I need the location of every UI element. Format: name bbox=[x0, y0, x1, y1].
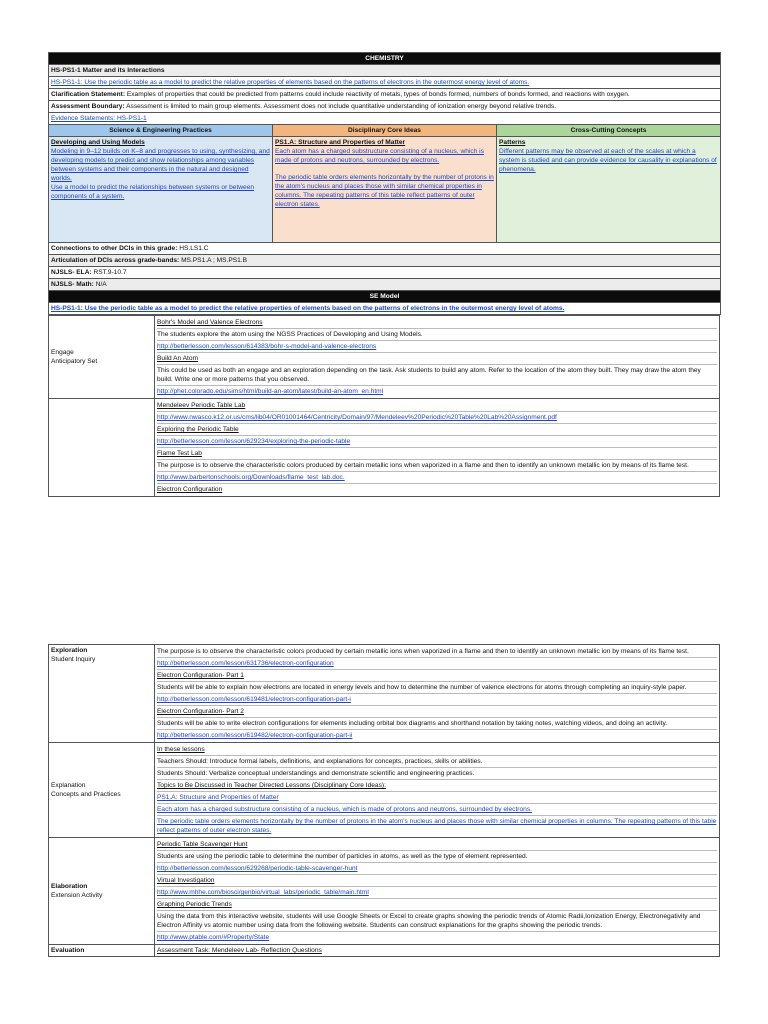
explain-topics-title: Topics to Be Discussed in Teacher Directed Lessons (Disciplinary Core Ideas): bbox=[157, 780, 717, 792]
math-value: N/A bbox=[93, 281, 107, 288]
elaboration-stage bbox=[49, 838, 155, 945]
se-model-table-2 bbox=[48, 644, 720, 957]
sep-cell bbox=[49, 137, 273, 243]
clarification-text: Examples of properties that could be predicted from patterns could include reactivity of metals, types of bonds formed, numbers of bonds formed, and reactions with oxygen. bbox=[125, 91, 630, 98]
dci-paragraph-1[interactable]: Each atom has a charged substructure consisting of a nucleus, which is made of protons and neutrons, surrounded by electrons. bbox=[275, 148, 484, 164]
exploration-content-top bbox=[155, 399, 720, 497]
elaborate-link-3[interactable]: http://www.ptable.com/#Property/State bbox=[157, 934, 270, 941]
se-model-pe-link[interactable]: HS-PS1-1: Use the periodic table as a model to predict the relative properties of elements based on the patterns of electrons in the outermost energy level of atoms. bbox=[51, 305, 565, 312]
explanation-stage bbox=[49, 743, 155, 838]
sep-paragraph-1[interactable]: Modeling in 9–12 builds on K–8 and progresses to using, synthesizing, and developing models to predict and show relationships among variables between systems and their components in the natural and designed worlds. bbox=[51, 148, 270, 182]
standard-heading: HS-PS1-1 Matter and its Interactions bbox=[49, 65, 721, 77]
explanation-label: Explanation bbox=[51, 782, 86, 789]
page-two bbox=[48, 644, 720, 957]
explain-teachers-should: Teachers Should: Introduce formal labels, definitions, and explanations for concepts, practices, skills or abilities. bbox=[157, 756, 717, 768]
explain-dci-paragraph-2[interactable]: The periodic table orders elements horizontally by the number of protons in the atom's nucleus and places those with similar chemical properties in columns. The repeating patterns of this table reflect patterns of outer electron states. bbox=[157, 818, 717, 834]
explore-link-5[interactable]: http://betterlesson.com/lesson/619481/electron-configuration-part-i bbox=[157, 694, 717, 706]
evaluation-task: Assessment Task: Mendeleev Lab- Reflection Questions bbox=[155, 945, 720, 957]
exploration-content bbox=[155, 645, 720, 743]
explore-link-1[interactable]: http://www.nwasco.k12.or.us/cms/lib04/OR01001464/Centricity/Domain/97/Mendeleev%20Periodic%20Table%20Lab%20Assignment.pdf bbox=[157, 412, 717, 424]
standard-table bbox=[48, 52, 721, 315]
njsls-math bbox=[49, 279, 721, 291]
engage-label: Engage bbox=[51, 349, 74, 356]
assessment-boundary bbox=[49, 101, 721, 113]
boundary-text: Assessment is limited to main group elements. Assessment does not include quantitative understanding of ionization energy beyond relative trends. bbox=[124, 103, 557, 110]
explore-link-3[interactable]: http://www.barbertonschools.org/Downloads/flame_test_lab.doc. bbox=[157, 472, 717, 484]
explore-lesson-title-2: Exploring the Periodic Table bbox=[157, 424, 717, 436]
explore-lesson-title-5: Electron Configuration- Part 1 bbox=[157, 670, 717, 682]
evidence-link[interactable]: Evidence Statements: HS-PS1-1 bbox=[51, 115, 147, 122]
ela-label: NJSLS- ELA: bbox=[51, 269, 92, 276]
exploration-stage bbox=[49, 645, 155, 743]
engage-sublabel: Anticipatory Set bbox=[51, 358, 98, 365]
engage-description-1: The students explore the atom using the NGSS Practices of Developing and Using Models. bbox=[157, 329, 717, 341]
elaboration-sublabel: Extension Activity bbox=[51, 892, 103, 899]
chemistry-header: CHEMISTRY bbox=[49, 53, 721, 65]
explore-lesson-title-3: Flame Test Lab bbox=[157, 448, 717, 460]
pe-link[interactable]: HS-PS1-1: Use the periodic table as a model to predict the relative properties of elements based on the patterns of electrons in the outermost energy level of atoms. bbox=[51, 79, 530, 86]
explore-description-5: Students will be able to explain how electrons are located in energy levels and how to determine the number of valence electrons for atoms through completing an inquiry-style paper. bbox=[157, 682, 717, 694]
explain-title-1: In these lessons bbox=[157, 744, 717, 756]
articulation bbox=[49, 255, 721, 267]
ccc-header: Cross-Cutting Concepts bbox=[497, 125, 721, 137]
clarification-label: Clarification Statement: bbox=[51, 91, 126, 98]
exploration-stage-top bbox=[49, 399, 155, 497]
dci-paragraph-2[interactable]: The periodic table orders elements horizontally by the number of protons in the atom's nucleus and places those with similar chemical properties in columns. The repeating patterns of this table reflect patterns of outer electron states. bbox=[275, 174, 494, 208]
ela-value: RST.9-10.7 bbox=[91, 269, 127, 276]
elaborate-description-1: Students are using the periodic table to determine the number of particles in atoms, as well as the type of element represented. bbox=[157, 851, 717, 863]
exploration-sublabel: Student Inquiry bbox=[51, 656, 96, 663]
explain-students-should: Students Should: Verbalize conceptual understandings and demonstrate scientific and engineering practices. bbox=[157, 768, 717, 780]
explore-link-4[interactable]: http://betterlesson.com/lesson/631736/electron-configuration bbox=[157, 658, 717, 670]
elaborate-lesson-title-3: Graphing Periodic Trends bbox=[157, 899, 717, 911]
explore-description-3: The purpose is to observe the characteristic colors produced by certain metallic ions when vaporized in a flame and then to identify an unknown metallic ion by means of its flame test. bbox=[157, 460, 717, 472]
clarification-statement bbox=[49, 89, 721, 101]
connections-other-label: Connections to other DCIs in this grade: bbox=[51, 245, 178, 252]
elaborate-lesson-title-2: Virtual Investigation bbox=[157, 875, 717, 887]
connections-other-value: HS.LS1.C bbox=[177, 245, 209, 252]
explain-dci-paragraph-1[interactable]: Each atom has a charged substructure consisting of a nucleus, which is made of protons and neutrons, surrounded by electrons. bbox=[157, 804, 717, 816]
dci-title: PS1.A: Structure and Properties of Matter bbox=[275, 139, 406, 146]
engage-content bbox=[155, 316, 720, 399]
explore-description-continued: The purpose is to observe the characteristic colors produced by certain metallic ions when vaporized in a flame and then to identify an unknown metallic ion by means of its flame test. bbox=[157, 646, 717, 658]
engage-lesson-title-2: Build An Atom bbox=[157, 353, 717, 365]
explore-link-6[interactable]: http://betterlesson.com/lesson/619482/electron-configuration-part-ii bbox=[157, 732, 353, 739]
dci-header: Disciplinary Core Ideas bbox=[273, 125, 497, 137]
math-label: NJSLS- Math: bbox=[51, 281, 94, 288]
engage-description-2: This could be used as both an engage and an exploration depending on the task. Ask students to build any atom. Refer to the location of the atom they built. They may draw the atom they build. Write one or more patterns that you observed. bbox=[157, 365, 717, 386]
evaluation-stage: Evaluation bbox=[49, 945, 155, 957]
elaborate-lesson-title-1: Periodic Table Scavenger Hunt bbox=[157, 839, 717, 851]
explore-lesson-title-1: Mendeleev Periodic Table Lab bbox=[157, 400, 717, 412]
sep-header: Science & Engineering Practices bbox=[49, 125, 273, 137]
engage-link-1[interactable]: http://betterlesson.com/lesson/614383/bohr-s-model-and-valence-electrons bbox=[157, 341, 717, 353]
elaborate-link-2[interactable]: http://www.mhhe.com/biosci/genbio/virtual_labs/periodic_table/main.html bbox=[157, 887, 717, 899]
explore-lesson-title-6: Electron Configuration- Part 2 bbox=[157, 706, 717, 718]
engage-lesson-title-1: Bohr's Model and Valence Electrons bbox=[157, 317, 717, 329]
njsls-ela bbox=[49, 267, 721, 279]
explore-link-2[interactable]: http://betterlesson.com/lesson/629234/exploring-the-periodic-table bbox=[157, 436, 717, 448]
page-one bbox=[48, 52, 720, 497]
exploration-label: Exploration bbox=[51, 647, 88, 654]
dci-cell bbox=[273, 137, 497, 243]
elaboration-content bbox=[155, 838, 720, 945]
sep-paragraph-2[interactable]: Use a model to predict the relationships between systems or between components of a system. bbox=[51, 184, 255, 200]
explain-dci-link[interactable]: PS1.A: Structure and Properties of Matter bbox=[157, 792, 717, 804]
explore-lesson-title-4: Electron Configuration bbox=[157, 486, 223, 493]
elaborate-link-1[interactable]: http://betterlesson.com/lesson/629268/periodic-table-scavenger-hunt bbox=[157, 863, 717, 875]
articulation-label: Articulation of DCIs across grade-bands: bbox=[51, 257, 180, 264]
ccc-title: Patterns bbox=[499, 139, 526, 146]
connections-other bbox=[49, 243, 721, 255]
engage-stage bbox=[49, 316, 155, 399]
explanation-content bbox=[155, 743, 720, 838]
sep-title: Developing and Using Models bbox=[51, 139, 145, 146]
articulation-value: MS.PS1.A ; MS.PS1.B bbox=[179, 257, 248, 264]
se-model-table-1 bbox=[48, 315, 720, 497]
elaboration-label: Elaboration bbox=[51, 883, 88, 890]
explore-description-6: Students will be able to write electron configurations for elements including orbital box diagrams and shorthand notation by taking notes, watching videos, and doing an activity. bbox=[157, 718, 717, 730]
explanation-sublabel: Concepts and Practices bbox=[51, 791, 121, 798]
boundary-label: Assessment Boundary: bbox=[51, 103, 125, 110]
ccc-cell bbox=[497, 137, 721, 243]
se-model-header: SE Model bbox=[49, 291, 721, 303]
elaborate-description-3: Using the data from this interactive website, students will use Google Sheets or Excel to create graphs showing the periodic trends of Atomic Radii,Ionization Energy, Electronegativity and Electron Affinity vs atomic number using data from the following website. Students can construct explanations for the graphs showing the periodic trends. bbox=[157, 911, 717, 932]
engage-link-2[interactable]: http://phet.colorado.edu/sims/html/build-an-atom/latest/build-an-atom_en.html bbox=[157, 388, 384, 395]
ccc-paragraph-1[interactable]: Different patterns may be observed at each of the scales at which a system is studied and can provide evidence for causality in explanations of phenomena. bbox=[499, 148, 717, 173]
